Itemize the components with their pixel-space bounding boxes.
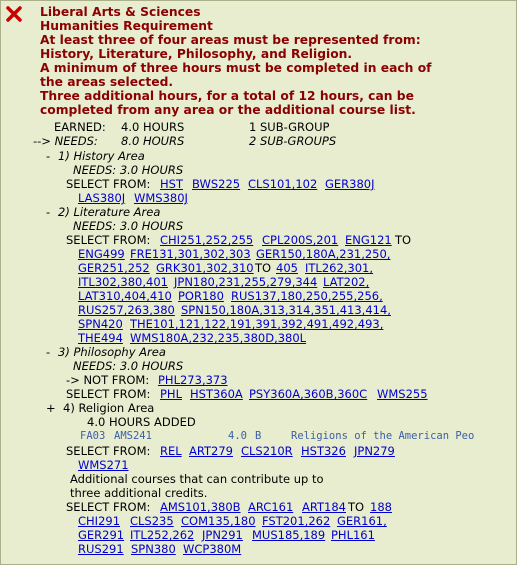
additional-desc: Additional courses that can contribute up to xyxy=(70,472,324,486)
literature-area-title: 2) Literature Area xyxy=(58,205,161,219)
course-link[interactable]: HST326 xyxy=(301,444,346,458)
course-link[interactable]: GER150,180A,231,250, xyxy=(256,247,391,261)
earned-group: 1 SUB-GROUP xyxy=(249,120,330,134)
course-link[interactable]: LAS380J xyxy=(78,191,126,205)
course-link[interactable]: ART279 xyxy=(189,444,233,458)
course-link[interactable]: GER380J xyxy=(325,177,375,191)
course-link[interactable]: SPN150,180A,313,314,351,413,414, xyxy=(181,303,391,317)
description-line: History, Literature, Philosophy, and Religion. xyxy=(40,47,353,61)
course-link[interactable]: HST xyxy=(160,177,183,191)
description-line: the areas selected. xyxy=(40,75,174,89)
course-link[interactable]: CHI291 xyxy=(78,514,121,528)
history-needs: NEEDS: 3.0 HOURS xyxy=(73,163,184,177)
philosophy-needs: NEEDS: 3.0 HOURS xyxy=(73,359,184,373)
taken-grade: B xyxy=(255,430,262,442)
course-link[interactable]: HST360A xyxy=(190,387,243,401)
course-link[interactable]: WMS180A,232,235,380D,380L xyxy=(130,331,307,345)
taken-hours: 4.0 xyxy=(228,430,247,442)
religion-toggle[interactable]: + xyxy=(46,401,56,415)
needs-group: 2 SUB-GROUPS xyxy=(249,134,337,148)
course-link[interactable]: GRK301,302,310 xyxy=(156,261,254,275)
course-link[interactable]: RUS137,180,250,255,256, xyxy=(231,289,383,303)
course-link[interactable]: LAT310,404,410 xyxy=(78,289,172,303)
course-link[interactable]: 405 xyxy=(276,261,298,275)
course-link[interactable]: CHI251,252,255 xyxy=(160,233,254,247)
requirement-subtitle: Humanities Requirement xyxy=(40,19,213,33)
description-line: Three additional hours, for a total of 12 hours, can be xyxy=(40,89,414,103)
literature-toggle[interactable]: - xyxy=(46,205,51,219)
course-link[interactable]: PHL273,373 xyxy=(158,373,228,387)
description-line: A minimum of three hours must be completed in each of xyxy=(40,61,432,75)
additional-desc: three additional credits. xyxy=(70,486,208,500)
course-link[interactable]: REL xyxy=(160,444,182,458)
course-link[interactable]: SPN420 xyxy=(78,317,123,331)
course-link[interactable]: CLS235 xyxy=(130,514,174,528)
course-link[interactable]: CPL200S,201 xyxy=(262,233,339,247)
course-link[interactable]: POR180 xyxy=(178,289,224,303)
course-link[interactable]: 188 xyxy=(370,500,392,514)
select-from-label: SELECT FROM: xyxy=(66,177,151,191)
philosophy-toggle[interactable]: - xyxy=(46,345,51,359)
course-link[interactable]: AMS101,380B xyxy=(160,500,241,514)
course-link[interactable]: FST201,262 xyxy=(262,514,331,528)
course-link[interactable]: JPN180,231,255,279,344 xyxy=(174,275,318,289)
course-link[interactable]: LAT202, xyxy=(323,275,370,289)
course-link[interactable]: FRE131,301,302,303 xyxy=(130,247,251,261)
course-link[interactable]: ART184 xyxy=(302,500,346,514)
course-link[interactable]: PSY360A,360B,360C xyxy=(249,387,368,401)
literature-needs: NEEDS: 3.0 HOURS xyxy=(73,219,184,233)
course-link[interactable]: WCP380M xyxy=(183,542,242,556)
not-from-label: -> NOT FROM: xyxy=(66,373,150,387)
course-link[interactable]: ENG499 xyxy=(78,247,125,261)
course-link[interactable]: WMS255 xyxy=(377,387,428,401)
course-link[interactable]: MUS185,189 xyxy=(252,528,326,542)
course-link[interactable]: JPN291 xyxy=(202,528,243,542)
course-link[interactable]: GER161, xyxy=(337,514,387,528)
select-from-label: SELECT FROM: xyxy=(66,387,151,401)
to-word: TO xyxy=(395,233,412,247)
philosophy-area-title: 3) Philosophy Area xyxy=(58,345,166,359)
select-from-label: SELECT FROM: xyxy=(66,500,151,514)
course-link[interactable]: CLS101,102 xyxy=(248,177,318,191)
course-link[interactable]: ITL302,380,401 xyxy=(78,275,168,289)
course-link[interactable]: RUS291 xyxy=(78,542,124,556)
taken-course: AMS241 xyxy=(114,430,152,442)
description-line: completed from any area or the additional course list. xyxy=(40,103,416,117)
to-word: TO xyxy=(255,261,272,275)
course-link[interactable]: ENG121 xyxy=(345,233,392,247)
course-link[interactable]: CLS210R xyxy=(241,444,293,458)
needs-value: 8.0 HOURS xyxy=(121,134,185,148)
needs-label: --> NEEDS: xyxy=(33,134,98,148)
course-link[interactable]: JPN279 xyxy=(354,444,395,458)
course-link[interactable]: ITL262,301, xyxy=(305,261,374,275)
course-link[interactable]: THE101,121,122,191,391,392,491,492,493, xyxy=(130,317,384,331)
course-link[interactable]: WMS380J xyxy=(134,191,188,205)
select-from-label: SELECT FROM: xyxy=(66,444,151,458)
earned-value: 4.0 HOURS xyxy=(121,120,185,134)
history-area-title: 1) History Area xyxy=(58,149,145,163)
course-link[interactable]: GER251,252 xyxy=(78,261,150,275)
taken-name: Religions of the American Peo xyxy=(291,430,475,442)
course-link[interactable]: RUS257,263,380 xyxy=(78,303,175,317)
course-link[interactable]: ARC161 xyxy=(248,500,294,514)
to-word: TO xyxy=(348,500,365,514)
close-icon[interactable] xyxy=(5,5,23,23)
requirement-title: Liberal Arts & Sciences xyxy=(40,5,201,19)
course-link[interactable]: WMS271 xyxy=(78,458,129,472)
earned-label: EARNED: xyxy=(54,120,106,134)
course-link[interactable]: GER291 xyxy=(78,528,125,542)
religion-area-title: 4) Religion Area xyxy=(63,401,155,415)
course-link[interactable]: SPN380 xyxy=(131,542,176,556)
course-link[interactable]: PHL xyxy=(160,387,182,401)
course-link[interactable]: PHL161 xyxy=(331,528,375,542)
course-link[interactable]: COM135,180 xyxy=(181,514,256,528)
taken-term: FA03 xyxy=(80,430,106,442)
select-from-label: SELECT FROM: xyxy=(66,233,151,247)
description-line: At least three of four areas must be represented from: xyxy=(40,33,421,47)
religion-added: 4.0 HOURS ADDED xyxy=(87,415,196,429)
course-link[interactable]: ITL252,262 xyxy=(130,528,195,542)
history-toggle[interactable]: - xyxy=(46,149,51,163)
course-link[interactable]: BWS225 xyxy=(192,177,241,191)
course-link[interactable]: THE494 xyxy=(78,331,123,345)
